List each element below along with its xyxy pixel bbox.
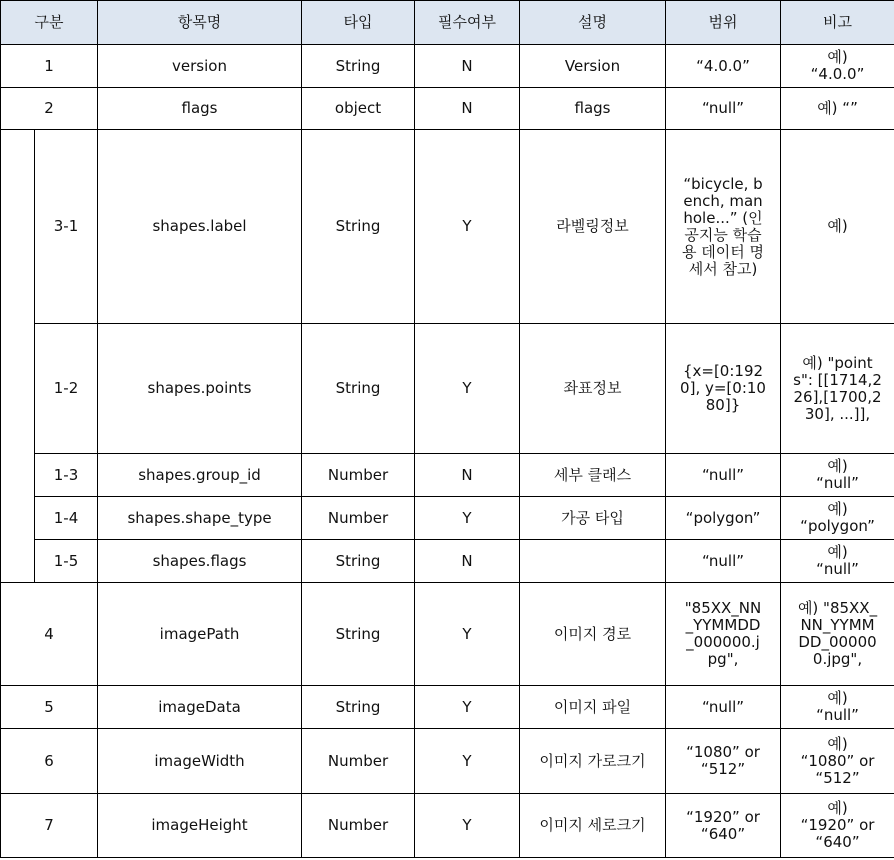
cell-type: String	[302, 130, 415, 324]
cell-type: String	[302, 583, 415, 686]
cell-name: shapes.label	[98, 130, 302, 324]
cell-range: "85XX_NN_YYMMDD_000000.jpg",	[666, 583, 781, 686]
cell-no: 4	[1, 583, 98, 686]
cell-note: 예) “”	[781, 88, 894, 130]
cell-required: N	[415, 540, 520, 583]
cell-note: 예)	[781, 130, 894, 324]
cell-note: 예) “4.0.0”	[781, 45, 894, 88]
cell-type: Number	[302, 497, 415, 540]
cell-desc: 좌표정보	[520, 324, 666, 454]
cell-note: 예) “1920” or “640”	[781, 794, 894, 858]
cell-name: imageWidth	[98, 729, 302, 794]
cell-type: String	[302, 686, 415, 729]
cell-required: N	[415, 88, 520, 130]
cell-range: “null”	[666, 88, 781, 130]
cell-no: 5	[1, 686, 98, 729]
cell-range: {x=[0:1920], y=[0:1080]}	[666, 324, 781, 454]
cell-range: “4.0.0”	[666, 45, 781, 88]
cell-no: 1-5	[35, 540, 98, 583]
header-type: 타입	[302, 1, 415, 45]
table-row	[1, 497, 894, 540]
cell-no: 2	[1, 88, 98, 130]
cell-desc: 세부 클래스	[520, 454, 666, 497]
cell-desc: 이미지 가로크기	[520, 729, 666, 794]
cell-no: 1-2	[35, 324, 98, 454]
cell-name: flags	[98, 88, 302, 130]
cell-note: 예) “null”	[781, 454, 894, 497]
cell-note: 예) “polygon”	[781, 497, 894, 540]
cell-desc: flags	[520, 88, 666, 130]
cell-range: “1920” or “640”	[666, 794, 781, 858]
cell-type: Number	[302, 454, 415, 497]
cell-required: Y	[415, 324, 520, 454]
header-row	[1, 1, 894, 45]
header-note: 비고	[781, 1, 894, 45]
table-row	[1, 686, 894, 729]
cell-no: 7	[1, 794, 98, 858]
header-desc: 설명	[520, 1, 666, 45]
table-row	[1, 454, 894, 497]
cell-range: “null”	[666, 686, 781, 729]
table-row	[1, 540, 894, 583]
cell-note: 예) “1080” or “512”	[781, 729, 894, 794]
cell-no: 6	[1, 729, 98, 794]
header-required: 필수여부	[415, 1, 520, 45]
table-row	[1, 794, 894, 858]
cell-desc: Version	[520, 45, 666, 88]
cell-required: Y	[415, 794, 520, 858]
cell-required: Y	[415, 497, 520, 540]
header-no: 구분	[1, 1, 98, 45]
cell-desc: 이미지 파일	[520, 686, 666, 729]
cell-desc: 이미지 경로	[520, 583, 666, 686]
cell-required: Y	[415, 686, 520, 729]
table-row	[1, 88, 894, 130]
header-name: 항목명	[98, 1, 302, 45]
table-row	[1, 729, 894, 794]
cell-type: Number	[302, 794, 415, 858]
cell-name: shapes.points	[98, 324, 302, 454]
cell-required: N	[415, 45, 520, 88]
cell-name: imageHeight	[98, 794, 302, 858]
group-indent-cell	[1, 130, 35, 583]
cell-required: Y	[415, 583, 520, 686]
cell-type: String	[302, 45, 415, 88]
cell-name: imagePath	[98, 583, 302, 686]
cell-name: version	[98, 45, 302, 88]
cell-required: Y	[415, 729, 520, 794]
cell-range: “null”	[666, 454, 781, 497]
cell-no: 3-1	[35, 130, 98, 324]
cell-no: 1	[1, 45, 98, 88]
cell-desc: 가공 타입	[520, 497, 666, 540]
cell-range: “bicycle, bench, manhole...” (인공지능 학습용 데이터 명세서 참고)	[666, 130, 781, 324]
cell-required: N	[415, 454, 520, 497]
cell-no: 1-4	[35, 497, 98, 540]
table-row	[1, 45, 894, 88]
header-range: 범위	[666, 1, 781, 45]
cell-required: Y	[415, 130, 520, 324]
cell-desc	[520, 540, 666, 583]
cell-note: 예) "85XX_NN_YYMMDD_000000.jpg",	[781, 583, 894, 686]
cell-note: 예) "points": [[1714,226],[1700,230], ...]],	[781, 324, 894, 454]
cell-name: shapes.shape_type	[98, 497, 302, 540]
cell-desc: 이미지 세로크기	[520, 794, 666, 858]
cell-no: 1-3	[35, 454, 98, 497]
cell-name: imageData	[98, 686, 302, 729]
cell-desc: 라벨링정보	[520, 130, 666, 324]
cell-type: Number	[302, 729, 415, 794]
cell-name: shapes.flags	[98, 540, 302, 583]
cell-range: “polygon”	[666, 497, 781, 540]
cell-range: “null”	[666, 540, 781, 583]
cell-name: shapes.group_id	[98, 454, 302, 497]
cell-note: 예) “null”	[781, 540, 894, 583]
cell-type: object	[302, 88, 415, 130]
cell-type: String	[302, 324, 415, 454]
cell-type: String	[302, 540, 415, 583]
table-row	[1, 583, 894, 686]
table-row	[1, 130, 894, 324]
cell-note: 예) “null”	[781, 686, 894, 729]
table-row	[1, 324, 894, 454]
cell-range: “1080” or “512”	[666, 729, 781, 794]
